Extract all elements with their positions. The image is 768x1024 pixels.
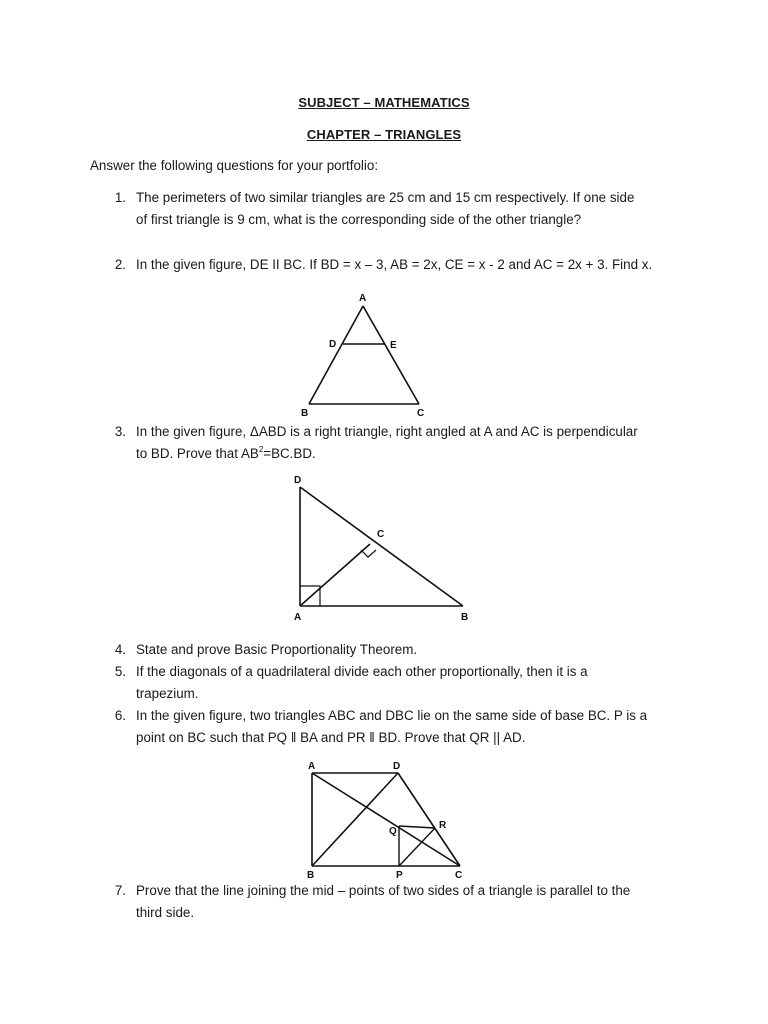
question-number-6: 6.: [114, 708, 126, 723]
side-ab: [309, 306, 363, 404]
question-3-superscript: 2: [258, 445, 264, 454]
question-3-line-2-text: to BD. Prove that AB: [136, 446, 259, 461]
label-c: C: [417, 408, 425, 419]
label-a: A: [294, 612, 302, 623]
label-b: B: [307, 870, 315, 880]
side-bd: [300, 487, 463, 606]
label-a: A: [308, 761, 316, 772]
question-number-4: 4.: [114, 642, 126, 657]
label-p: P: [396, 870, 403, 880]
label-a: A: [359, 293, 367, 304]
side-dc: [398, 773, 460, 866]
label-d: D: [294, 475, 302, 486]
label-e: E: [390, 340, 397, 351]
question-3-line-2: [136, 443, 316, 465]
question-3-line-2-end: =BC.BD.: [263, 446, 316, 461]
label-c: C: [377, 529, 385, 540]
question-7-line-1: Prove that the line joining the mid – points of two sides of a triangle is parallel to the: [136, 883, 631, 898]
label-c: C: [455, 870, 463, 880]
label-b: B: [461, 612, 469, 623]
label-r: R: [439, 820, 447, 831]
label-d: D: [393, 761, 401, 772]
question-5-line-2: trapezium.: [136, 686, 199, 701]
question-1-line-1: The perimeters of two similar triangles are 25 cm and 15 cm respectively. If one side: [136, 190, 635, 205]
side-ac: [363, 306, 419, 404]
question-number-7: 7.: [114, 883, 126, 898]
question-1-line-2: of first triangle is 9 cm, what is the corresponding side of the other triangle?: [136, 212, 582, 227]
figure-triangles-abc-dbc: [298, 756, 474, 880]
question-number-1: 1.: [114, 190, 126, 205]
question-number-3: 3.: [114, 424, 126, 439]
question-7-line-2: third side.: [136, 905, 195, 920]
label-b: B: [301, 408, 309, 419]
chapter-title: CHAPTER – TRIANGLES: [306, 127, 462, 142]
figure-triangle-de-parallel-bc: [295, 288, 435, 420]
question-3-line-1: In the given figure, ΔABD is a right triangle, right angled at A and AC is perpendicular: [136, 424, 638, 439]
right-angle-mark-c: [361, 550, 376, 557]
instructions: Answer the following questions for your portfolio:: [90, 158, 379, 173]
question-4-line-1: State and prove Basic Proportionality Theorem.: [136, 642, 418, 657]
question-number-5: 5.: [114, 664, 126, 679]
segment-ac: [300, 544, 370, 606]
label-q: Q: [389, 826, 397, 837]
subject-title: SUBJECT – MATHEMATICS: [298, 95, 470, 110]
question-number-2: 2.: [114, 257, 126, 272]
question-2-line-1: In the given figure, DE II BC. If BD = x – 3, AB = 2x, CE = x - 2 and AC = 2x + 3. Find x.: [136, 257, 653, 272]
segment-qr: [399, 826, 435, 828]
question-6-line-2: point on BC such that PQ ǁ BA and PR ǁ BD. Prove that QR || AD.: [136, 730, 526, 745]
figure-right-triangle-abd: [285, 470, 485, 626]
label-d: D: [329, 339, 337, 350]
question-6-line-1: In the given figure, two triangles ABC and DBC lie on the same side of base BC. P is a: [136, 708, 648, 723]
question-5-line-1: If the diagonals of a quadrilateral divide each other proportionally, then it is a: [136, 664, 588, 679]
